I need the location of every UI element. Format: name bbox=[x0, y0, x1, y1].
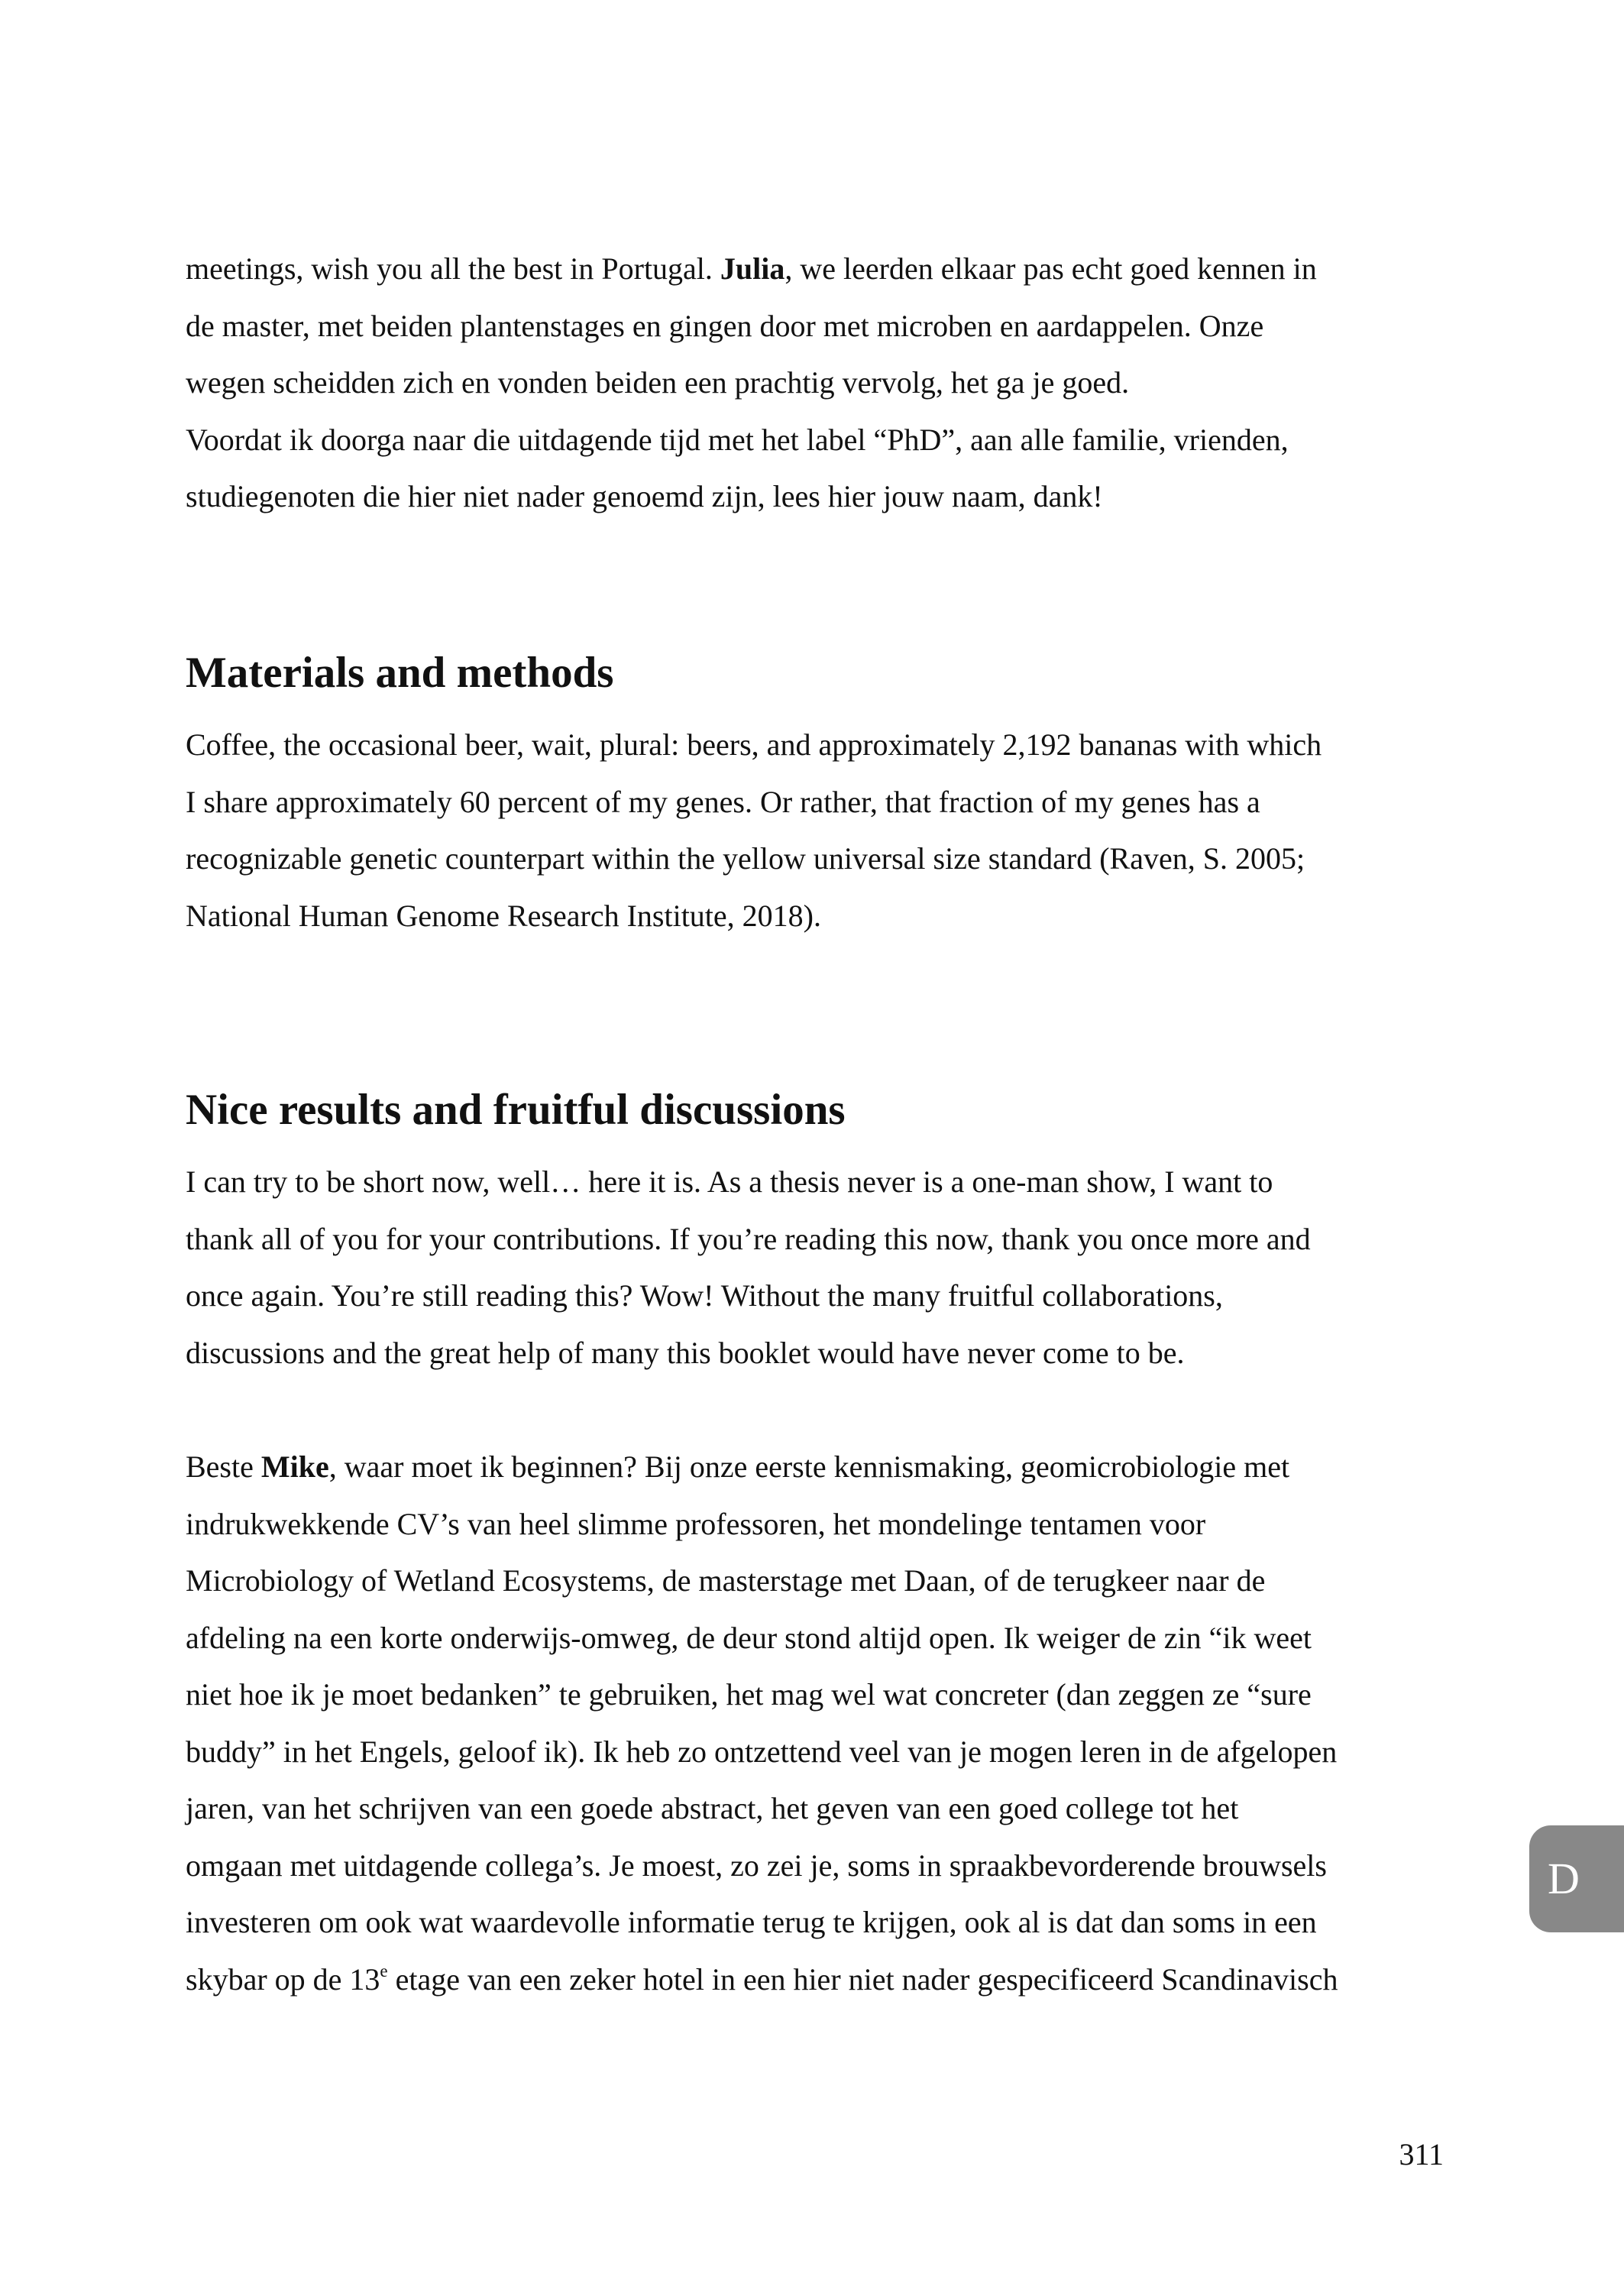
text-line: I share approximately 60 percent of my genes. Or rather, that fraction of my genes has a bbox=[186, 784, 1260, 819]
text-line: indrukwekkende CV’s van heel slimme professoren, het mondelinge tentamen voor bbox=[186, 1506, 1206, 1541]
text-line: buddy” in het Engels, geloof ik). Ik heb zo ontzettend veel van je mogen leren in de afgelopen bbox=[186, 1734, 1338, 1769]
results-paragraph bbox=[186, 1154, 1454, 1381]
text-line: thank all of you for your contributions. If you’re reading this now, thank you once more and bbox=[186, 1221, 1311, 1256]
name-julia: Julia bbox=[720, 251, 785, 286]
text-line: afdeling na een korte onderwijs-omweg, de deur stond altijd open. Ik weiger de zin “ik weet bbox=[186, 1620, 1312, 1655]
text-line: once again. You’re still reading this? Wow! Without the many fruitful collaborations, bbox=[186, 1278, 1223, 1313]
text-line: meetings, wish you all the best in Portugal. Julia, we leerden elkaar pas echt goed kennen in bbox=[186, 251, 1317, 286]
text-line: jaren, van het schrijven van een goede abstract, het geven van een goed college tot het bbox=[186, 1791, 1239, 1825]
text-line: omgaan met uitdagende collega’s. Je moest, zo zei je, soms in spraakbevorderende brouwsels bbox=[186, 1848, 1327, 1883]
materials-heading: Materials and methods bbox=[186, 649, 614, 697]
intro-paragraph bbox=[186, 241, 1454, 526]
text-line: de master, met beiden plantenstages en gingen door met microben en aardappelen. Onze bbox=[186, 308, 1264, 343]
text-line: studiegenoten die hier niet nader genoemd zijn, lees hier jouw naam, dank! bbox=[186, 479, 1103, 513]
results-heading: Nice results and fruitful discussions bbox=[186, 1086, 846, 1134]
text-line: Microbiology of Wetland Ecosystems, de masterstage met Daan, of de terugkeer naar de bbox=[186, 1563, 1266, 1598]
text-line: Voordat ik doorga naar die uitdagende tijd met het label “PhD”, aan alle familie, vrienden, bbox=[186, 422, 1289, 457]
text-line: niet hoe ik je moet bedanken” te gebruiken, het mag wel wat concreter (dan zeggen ze “sure bbox=[186, 1677, 1312, 1712]
name-mike: Mike bbox=[260, 1449, 329, 1484]
text-line: discussions and the great help of many this booklet would have never come to be. bbox=[186, 1335, 1185, 1370]
text-line: investeren om ook wat waardevolle informatie terug te krijgen, ook al is dat dan soms in een bbox=[186, 1905, 1317, 1939]
text-line: Coffee, the occasional beer, wait, plural: beers, and approximately 2,192 bananas with which bbox=[186, 727, 1322, 762]
text-line: Beste Mike, waar moet ik beginnen? Bij onze eerste kennismaking, geomicrobiologie met bbox=[186, 1449, 1290, 1484]
text-line: I can try to be short now, well… here it is. As a thesis never is a one-man show, I want to bbox=[186, 1164, 1273, 1199]
mike-paragraph bbox=[186, 1439, 1454, 2008]
text-line: recognizable genetic counterpart within the yellow universal size standard (Raven, S. 2005; bbox=[186, 841, 1305, 876]
page-number: 311 bbox=[1399, 2137, 1444, 2172]
ordinal-superscript: e bbox=[380, 1961, 388, 1980]
text-line: wegen scheidden zich en vonden beiden een prachtig vervolg, het ga je goed. bbox=[186, 365, 1130, 400]
materials-paragraph bbox=[186, 717, 1454, 944]
text-line: skybar op de 13e etage van een zeker hotel in een hier niet nader gespecificeerd Scandinavisch bbox=[186, 1961, 1338, 1997]
chapter-tab: D bbox=[1529, 1825, 1624, 1932]
text-line: National Human Genome Research Institute, 2018). bbox=[186, 898, 821, 933]
